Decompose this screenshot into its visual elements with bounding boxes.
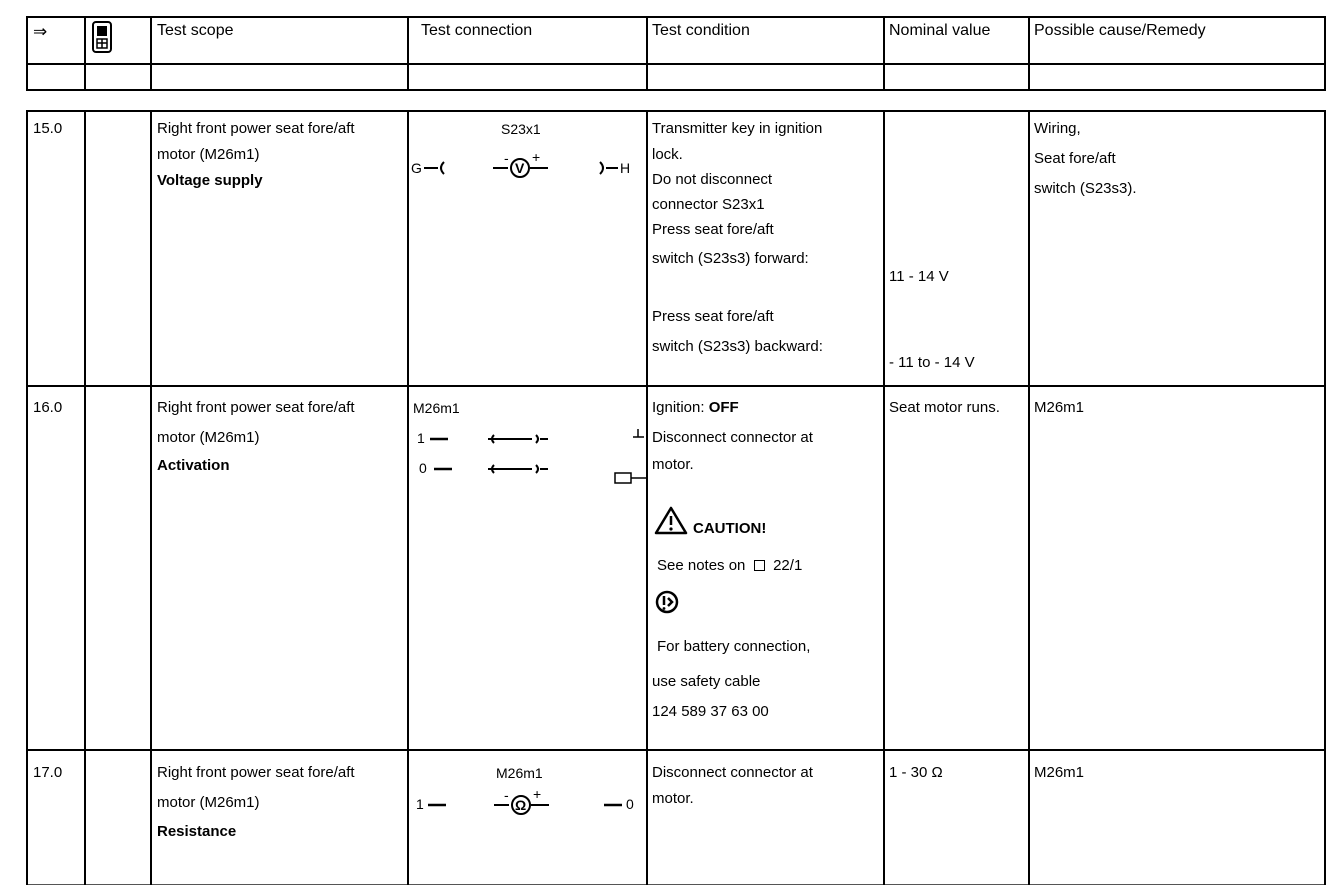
- book-icon: [754, 560, 765, 571]
- minus-sign: -: [504, 150, 509, 166]
- remedy-line: switch (S23s3).: [1034, 180, 1137, 197]
- condition-line: connector S23x1: [652, 196, 765, 213]
- plus-sign: +: [533, 786, 542, 802]
- header-test-condition: Test condition: [652, 22, 750, 39]
- condition-line: Press seat fore/aft: [652, 308, 774, 325]
- plus-sign: +: [532, 149, 541, 165]
- condition-line: motor.: [652, 456, 694, 473]
- component-label: M26m1: [413, 400, 460, 416]
- step-number: 16.0: [33, 399, 63, 416]
- meter-symbol: V: [515, 160, 525, 176]
- condition-line: switch (S23s3) backward:: [652, 338, 823, 355]
- nominal-value: 11 - 14 V: [889, 268, 949, 285]
- remedy-line: Seat fore/aft: [1034, 150, 1116, 167]
- test-scope-line: motor (M26m1): [157, 794, 260, 811]
- right-pin-label: H: [620, 160, 631, 176]
- pin-0-label: 0: [419, 460, 427, 476]
- motor-activation-diagram: [408, 387, 653, 497]
- component-label: M26m1: [496, 765, 543, 781]
- remedy-line: M26m1: [1034, 764, 1085, 781]
- condition-line: Press seat fore/aft: [652, 221, 774, 238]
- test-scope-line: motor (M26m1): [157, 146, 260, 163]
- remedy-line: M26m1: [1034, 399, 1085, 416]
- voltmeter-connection-diagram: [408, 112, 648, 192]
- minus-sign: -: [504, 787, 509, 803]
- condition-line: motor.: [652, 790, 694, 807]
- header-nominal-value: Nominal value: [889, 22, 991, 39]
- step-number: 17.0: [33, 764, 63, 781]
- condition-line: Do not disconnect: [652, 171, 773, 188]
- condition-line: switch (S23s3) forward:: [652, 250, 809, 267]
- nominal-value: - 11 to - 14 V: [889, 354, 975, 371]
- caution-label: CAUTION!: [693, 520, 767, 537]
- warning-triangle-icon: [654, 505, 690, 535]
- condition-line: Disconnect connector at: [652, 764, 813, 781]
- test-scope-line: Right front power seat fore/aft: [157, 120, 355, 137]
- battery-note-line: use safety cable: [652, 673, 761, 690]
- step-number: 15.0: [33, 120, 63, 137]
- test-scope-line: Right front power seat fore/aft: [157, 399, 355, 416]
- condition-line: Ignition: OFF: [652, 399, 739, 416]
- test-scope-line: Right front power seat fore/aft: [157, 764, 355, 781]
- info-circle-icon: [655, 590, 681, 616]
- test-scope-title: Resistance: [157, 823, 237, 840]
- condition-line: Transmitter key in ignition: [652, 120, 823, 137]
- battery-icon: [615, 473, 631, 483]
- arrow-icon: ⇒: [33, 22, 48, 41]
- battery-note-line: For battery connection,: [657, 638, 811, 655]
- component-label: S23x1: [501, 121, 541, 137]
- test-scope-title: Activation: [157, 457, 230, 474]
- part-number: 124 589 37 63 00: [652, 703, 769, 720]
- nominal-value: Seat motor runs.: [889, 399, 1000, 416]
- header-test-scope: Test scope: [157, 22, 234, 39]
- remedy-line: Wiring,: [1034, 120, 1081, 137]
- test-scope-title: Voltage supply: [157, 172, 263, 189]
- meter-symbol: Ω: [515, 797, 527, 813]
- right-pin-label: 0: [626, 796, 634, 812]
- condition-line: Disconnect connector at: [652, 429, 813, 446]
- notes-reference: See notes on 22/1: [657, 557, 803, 574]
- condition-line: lock.: [652, 146, 683, 163]
- tester-device-icon: [91, 21, 115, 55]
- left-pin-label: G: [411, 160, 422, 176]
- ohmmeter-connection-diagram: [408, 751, 648, 831]
- test-scope-line: motor (M26m1): [157, 429, 260, 446]
- nominal-value: 1 - 30 Ω: [889, 764, 943, 781]
- header-test-connection: Test connection: [421, 22, 533, 39]
- left-pin-label: 1: [416, 796, 424, 812]
- header-possible-cause: Possible cause/Remedy: [1034, 22, 1206, 39]
- pin-1-label: 1: [417, 430, 425, 446]
